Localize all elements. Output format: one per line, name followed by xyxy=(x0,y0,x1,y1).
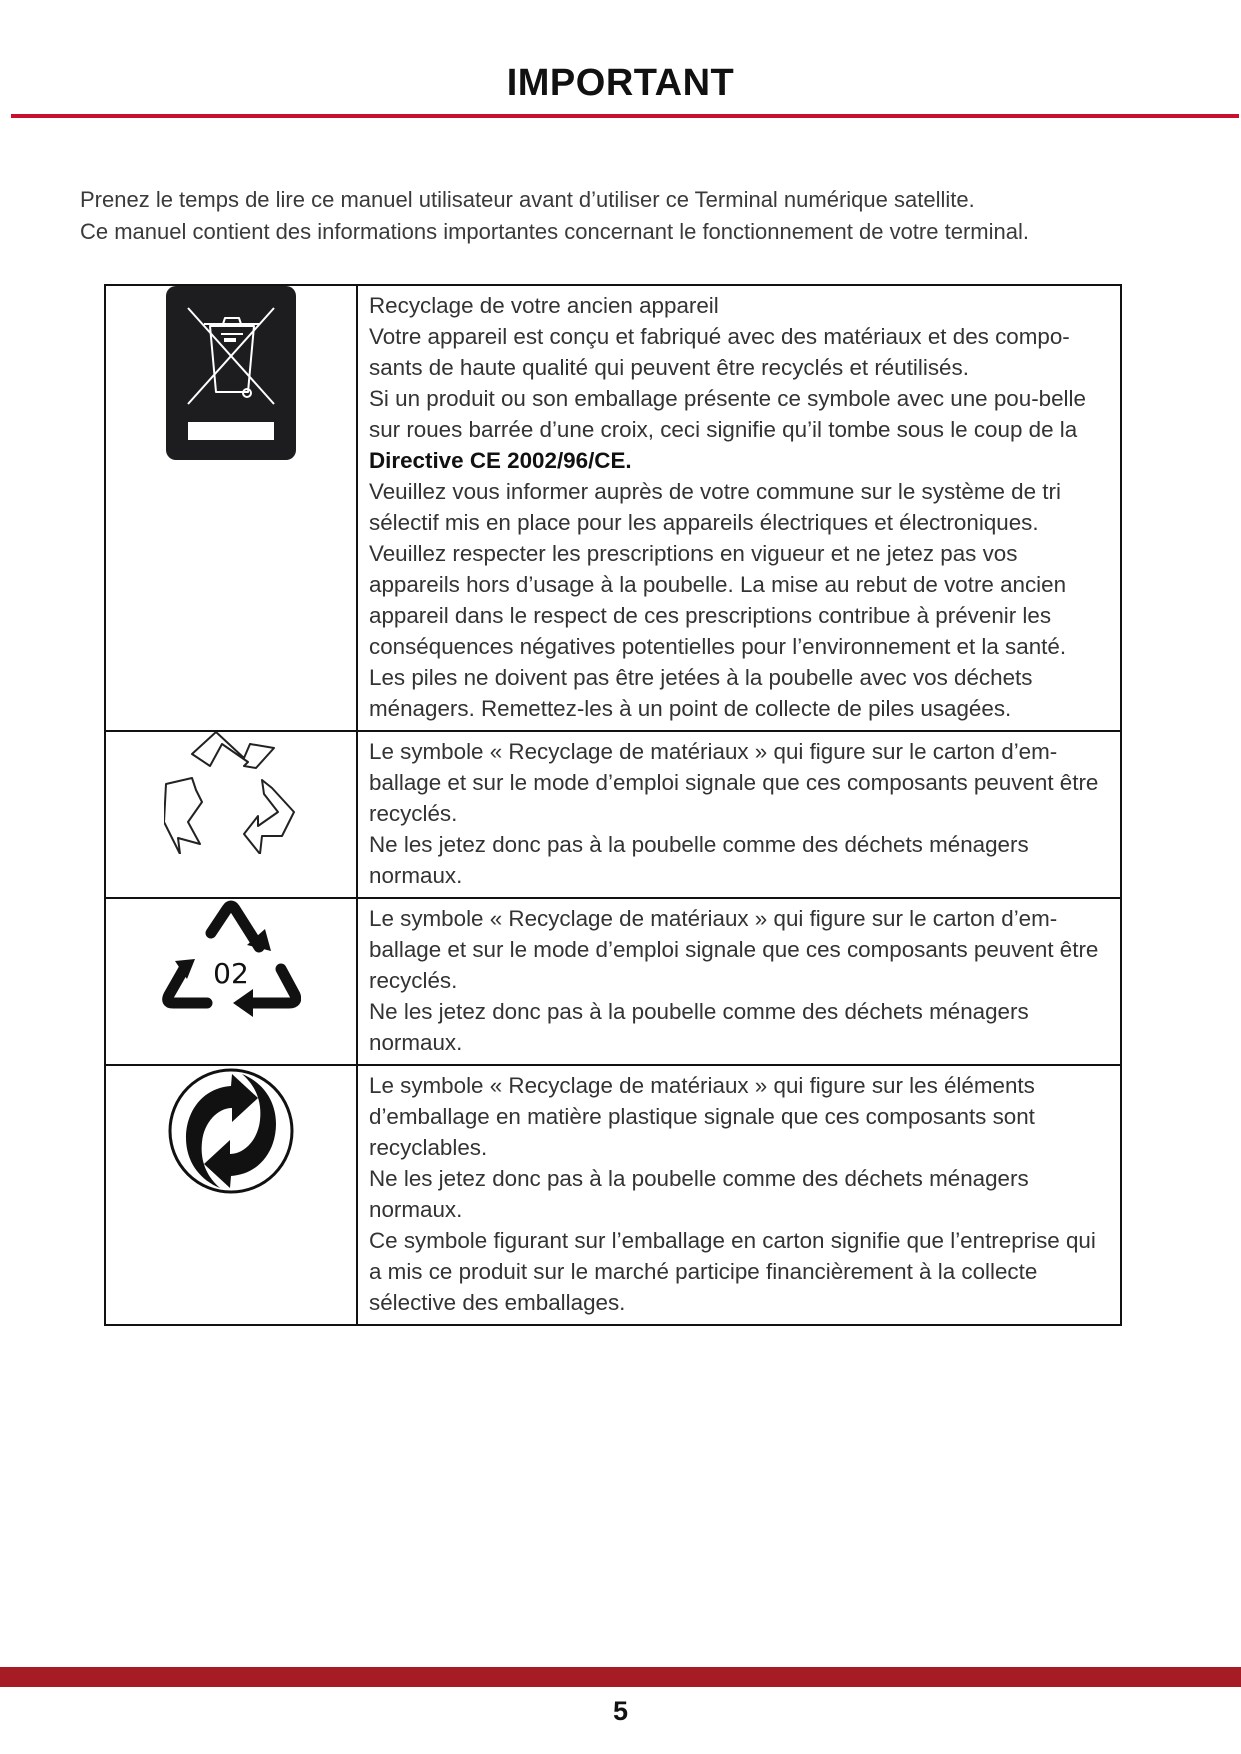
text-cell xyxy=(357,285,1121,731)
icon-cell xyxy=(105,1065,357,1325)
paragraph-text: Si un produit ou son emballage présente ce symbole avec une pou-belle sur roues barrée d’une croix, ceci signifie qu’il tombe sous le coup de la xyxy=(369,386,1086,442)
text-cell xyxy=(357,731,1121,898)
paragraph: Ce symbole figurant sur l’emballage en carton signifie que l’entreprise qui a mis ce produit sur le marché participe financièrement à la collecte sélective des emballages. xyxy=(369,1228,1096,1315)
paragraph: Le symbole « Recyclage de matériaux » qui figure sur les éléments d’emballage en matière plastique signale que ces composants sont recyclables. xyxy=(369,1073,1035,1160)
paragraph: Ne les jetez donc pas à la poubelle comme des déchets ménagers normaux. xyxy=(369,1166,1029,1222)
table-row xyxy=(105,898,1121,1065)
paragraph: Ne les jetez donc pas à la poubelle comme des déchets ménagers normaux. xyxy=(369,999,1029,1055)
table-row xyxy=(105,731,1121,898)
paragraph: Recyclage de votre ancien appareil xyxy=(369,293,719,318)
recycling-info-table xyxy=(104,284,1122,1326)
title-rule xyxy=(11,114,1239,118)
green-dot-icon xyxy=(166,1066,296,1196)
page-title: IMPORTANT xyxy=(506,62,735,104)
intro-line-1: Prenez le temps de lire ce manuel utilisateur avant d’utiliser ce Terminal numérique satellite. xyxy=(80,187,975,212)
table-row xyxy=(105,1065,1121,1325)
intro-text xyxy=(80,184,1200,248)
paragraph: Veuillez respecter les prescriptions en vigueur et ne jetez pas vos appareils hors d’usage à la poubelle. La mise au rebut de votre ancien appareil dans le respect de ces prescriptions contribue à prévenir les conséquences négatives potentielles pour l’environnement et la santé. xyxy=(369,541,1067,659)
text-cell xyxy=(357,898,1121,1065)
recycle-outline-icon xyxy=(164,732,298,854)
recycle-02-icon xyxy=(161,899,301,1039)
paragraph: Le symbole « Recyclage de matériaux » qui figure sur le carton d’em-ballage et sur le mode d’emploi signale que ces composants peuvent être recyclés. xyxy=(369,739,1099,826)
paragraph: Le symbole « Recyclage de matériaux » qui figure sur le carton d’em-ballage et sur le mode d’emploi signale que ces composants peuvent être recyclés. xyxy=(369,906,1099,993)
text-cell xyxy=(357,1065,1121,1325)
paragraph: Votre appareil est conçu et fabriqué avec des matériaux et des compo-sants de haute qualité qui peuvent être recyclés et réutilisés. xyxy=(369,324,1070,380)
icon-cell xyxy=(105,285,357,731)
resin-code-label: 02 xyxy=(213,957,249,990)
page-number: 5 xyxy=(612,1696,629,1726)
directive-reference: Directive CE 2002/96/CE. xyxy=(369,448,632,473)
icon-cell xyxy=(105,731,357,898)
table-row xyxy=(105,285,1121,731)
footer-rule xyxy=(0,1667,1241,1687)
intro-line-2: Ce manuel contient des informations importantes concernant le fonctionnement de votre terminal. xyxy=(80,219,1029,244)
paragraph: Veuillez vous informer auprès de votre commune sur le système de tri sélectif mis en place pour les appareils électriques et électroniques. xyxy=(369,479,1061,535)
paragraph: Ne les jetez donc pas à la poubelle comme des déchets ménagers normaux. xyxy=(369,832,1029,888)
paragraph: Les piles ne doivent pas être jetées à la poubelle avec vos déchets ménagers. Remettez-les à un point de collecte de piles usagées. xyxy=(369,665,1033,721)
crossed-bin-icon xyxy=(166,286,296,460)
icon-cell xyxy=(105,898,357,1065)
paragraph xyxy=(369,383,1110,476)
